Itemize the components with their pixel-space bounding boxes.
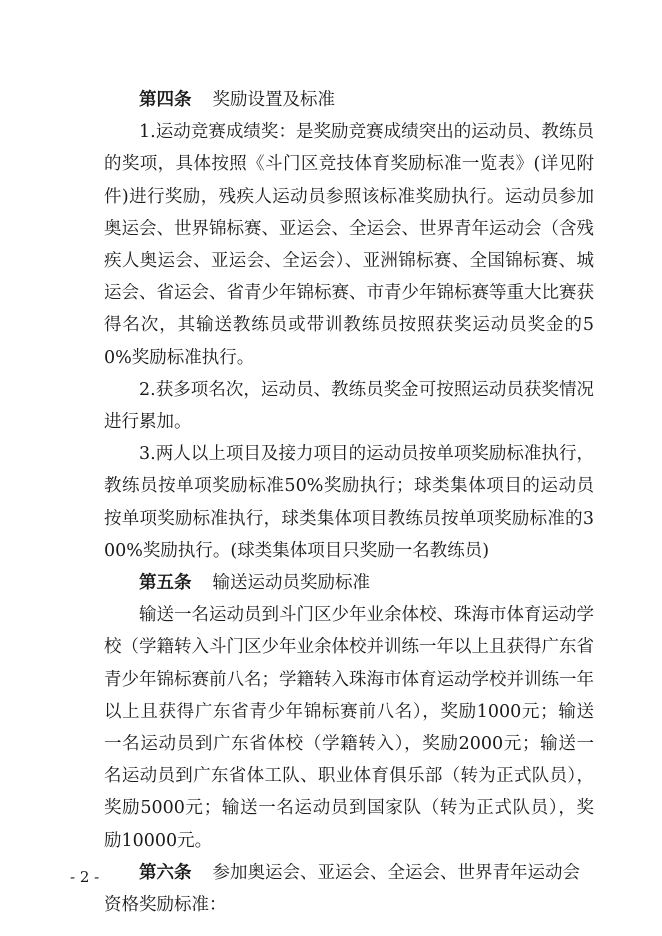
article-5-paragraph-1: 输送一名运动员到斗门区少年业余体校、珠海市体育运动学校（学籍转入斗门区少年业余体校并训练一年以上且获得广东省青少年锦标赛前八名；学籍转入珠海市体育运动学校并训练一年以上且获得广东省青少年锦标赛前八名），奖励1000元；输送一名运动员到广东省体校（学籍转入），奖励2000元；输送一名运动员到广东省体工队、职业体育俱乐部（转为正式队员），奖励5000元；输送一名运动员到国家队（转为正式队员），奖励10000元。 xyxy=(104,605,594,851)
article-6-label: 第六条 xyxy=(139,862,192,883)
article-4-label: 第四条 xyxy=(139,90,192,110)
article-4-title: 奖励设置及标准 xyxy=(212,90,335,110)
page-number: - 2 - xyxy=(70,868,100,886)
article-4-paragraph-2: 2.获多项名次，运动员、教练员奖金可按照运动员获奖情况进行累加。 xyxy=(104,379,594,433)
article-4-paragraph-3: 3.两人以上项目及接力项目的运动员按单项奖励标准执行，教练员按单项奖励标准50%奖励执行；球类集体项目的运动员按单项奖励标准执行，球类集体项目教练员按单项奖励标准的300%奖励执行。(球类集体项目只奖励一名教练员) xyxy=(104,444,594,561)
document-body xyxy=(104,84,594,921)
article-6-title: 参加奥运会、亚运会、全运会、世界青年运动会资格奖励标准： xyxy=(104,862,580,916)
article-5-label: 第五条 xyxy=(139,573,192,594)
article-6-heading xyxy=(104,857,594,921)
article-4-heading xyxy=(104,84,594,116)
article-5-title: 输送运动员奖励标准 xyxy=(212,573,370,594)
article-5-heading xyxy=(104,567,594,599)
article-4-paragraph-1: 1.运动竞赛成绩奖：是奖励竞赛成绩突出的运动员、教练员的奖项，具体按照《斗门区竞技体育奖励标准一览表》(详见附件)进行奖励，残疾人运动员参照该标准奖励执行。运动员参加奥运会、世界锦标赛、亚运会、全运会、世界青年运动会（含残疾人奥运会、亚运会、全运会）、亚洲锦标赛、全国锦标赛、城运会、省运会、省青少年锦标赛、市青少年锦标赛等重大比赛获得名次，其输送教练员或带训教练员按照获奖运动员奖金的50%奖励标准执行。 xyxy=(104,122,594,368)
